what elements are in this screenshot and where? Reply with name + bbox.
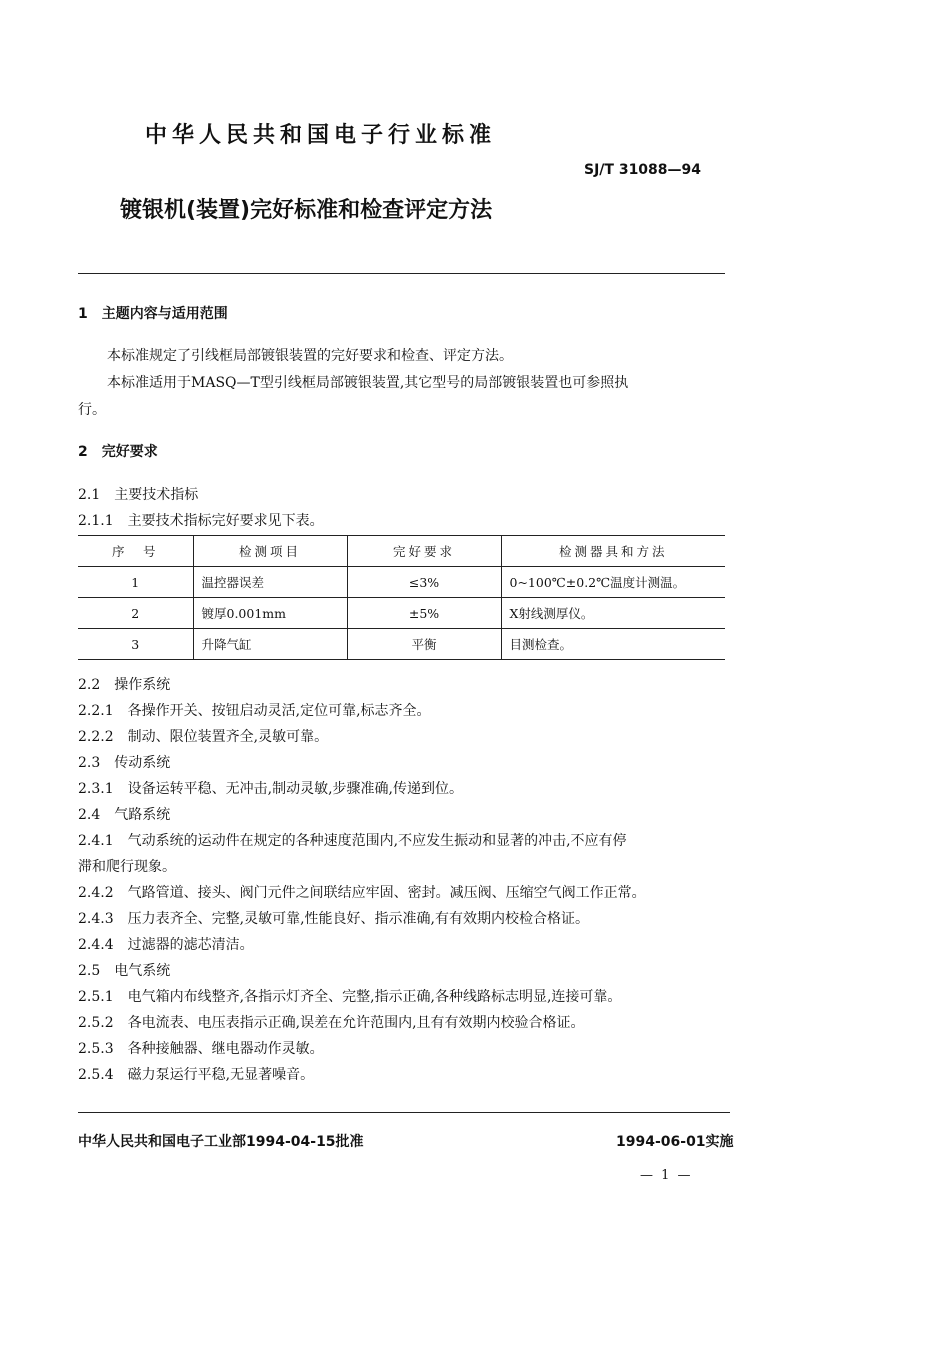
table-row	[78, 629, 725, 660]
clause-2-4-4	[78, 932, 738, 958]
clause-text: 主要技术指标完好要求见下表。	[127, 513, 324, 529]
clause-text: 电气箱内布线整齐,各指示灯齐全、完整,指示正确,各种线路标志明显,连接可靠。	[127, 989, 622, 1005]
clause-2-2-2	[78, 724, 738, 750]
clause-text: 磁力泵运行平稳,无显著噪音。	[127, 1067, 315, 1083]
table-cell: 0~100℃±0.2℃温度计测温。	[501, 567, 725, 598]
technical-spec-table	[78, 535, 725, 660]
section-1-paragraph-2: 本标准适用于MASQ—T型引线框局部镀银装置,其它型号的局部镀银装置也可参照执	[107, 375, 629, 391]
document-title: 镀银机(装置)完好标准和检查评定方法	[120, 198, 493, 223]
clause-2-4	[78, 802, 738, 828]
clause-2-1-1	[78, 510, 324, 530]
footer-divider	[78, 1112, 730, 1113]
clause-text: 各种接触器、继电器动作灵敏。	[127, 1041, 324, 1057]
table-header-row	[78, 536, 725, 567]
clause-text: 过滤器的滤芯清洁。	[127, 937, 254, 953]
clause-2-3	[78, 750, 738, 776]
clause-text: 主要技术指标	[114, 487, 199, 503]
table-cell: 镀厚0.001mm	[193, 598, 347, 629]
clause-2-3-1	[78, 776, 738, 802]
section-2-heading: 2 完好要求	[78, 444, 158, 460]
effective-date: 1994-06-01实施	[616, 1134, 734, 1150]
header-cell-item: 检测项目	[193, 536, 347, 567]
clause-number: 2.5.2	[78, 1015, 114, 1031]
clause-2-5-1	[78, 984, 738, 1010]
clause-2-4-1	[78, 828, 738, 854]
table-cell: ≤3%	[347, 567, 501, 598]
table-cell: X射线测厚仪。	[501, 598, 725, 629]
clause-number: 2.5	[78, 963, 101, 979]
clause-text: 各操作开关、按钮启动灵活,定位可靠,标志齐全。	[127, 703, 431, 719]
clause-text: 滞和爬行现象。	[78, 859, 176, 875]
section-1-paragraph-2-cont: 行。	[78, 402, 106, 418]
table-row	[78, 598, 725, 629]
clause-2-4-2	[78, 880, 738, 906]
standard-category-title: 中华人民共和国电子行业标准	[145, 123, 497, 148]
header-cell-requirement: 完好要求	[347, 536, 501, 567]
clause-2-5-2	[78, 1010, 738, 1036]
clause-text: 各电流表、电压表指示正确,误差在允许范围内,且有有效期内校验合格证。	[127, 1015, 585, 1031]
table-cell: 3	[78, 629, 193, 660]
header-cell-index: 序 号	[78, 536, 193, 567]
clause-number: 2.5.3	[78, 1041, 114, 1057]
table-cell: 温控器误差	[193, 567, 347, 598]
clause-text: 气动系统的运动件在规定的各种速度范围内,不应发生振动和显著的冲击,不应有停	[127, 833, 627, 849]
header-cell-method: 检测器具和方法	[501, 536, 725, 567]
clause-number: 2.2.1	[78, 703, 114, 719]
clause-number: 2.3.1	[78, 781, 114, 797]
page-number: — 1 —	[640, 1168, 693, 1183]
clause-2-5-3	[78, 1036, 738, 1062]
clause-2-5	[78, 958, 738, 984]
clause-number: 2.1	[78, 487, 101, 503]
table-cell: ±5%	[347, 598, 501, 629]
clause-number: 2.4	[78, 807, 101, 823]
section-1-paragraph-1: 本标准规定了引线框局部镀银装置的完好要求和检查、评定方法。	[107, 348, 513, 364]
clause-number: 2.5.1	[78, 989, 114, 1005]
clause-number: 2.2	[78, 677, 101, 693]
section-1-heading: 1 主题内容与适用范围	[78, 306, 228, 322]
clause-text: 制动、限位装置齐全,灵敏可靠。	[127, 729, 329, 745]
clause-number: 2.2.2	[78, 729, 114, 745]
table-row	[78, 567, 725, 598]
clause-2-1	[78, 484, 198, 504]
clause-text: 压力表齐全、完整,灵敏可靠,性能良好、指示准确,有有效期内校检合格证。	[127, 911, 589, 927]
clause-number: 2.4.4	[78, 937, 114, 953]
table-cell: 升降气缸	[193, 629, 347, 660]
clause-number: 2.4.3	[78, 911, 114, 927]
clause-text: 气路管道、接头、阀门元件之间联结应牢固、密封。减压阀、压缩空气阀工作正常。	[127, 885, 646, 901]
clause-2-4-3	[78, 906, 738, 932]
clause-text: 设备运转平稳、无冲击,制动灵敏,步骤准确,传递到位。	[127, 781, 463, 797]
approval-line: 中华人民共和国电子工业部1994-04-15批准	[78, 1134, 364, 1150]
clause-text: 电气系统	[114, 963, 171, 979]
clause-number: 2.4.1	[78, 833, 114, 849]
table-cell: 平衡	[347, 629, 501, 660]
clause-2-2	[78, 672, 738, 698]
clause-text: 操作系统	[114, 677, 171, 693]
clause-2-5-4	[78, 1062, 738, 1088]
table-cell: 2	[78, 598, 193, 629]
table-cell: 目测检查。	[501, 629, 725, 660]
standard-code: SJ/T 31088—94	[584, 162, 702, 178]
clause-text: 气路系统	[114, 807, 171, 823]
clause-number: 2.5.4	[78, 1067, 114, 1083]
clauses-block	[78, 672, 738, 1088]
table-cell: 1	[78, 567, 193, 598]
top-divider	[78, 273, 725, 274]
clause-number: 2.4.2	[78, 885, 114, 901]
clause-2-4-1-cont	[78, 854, 738, 880]
clause-2-2-1	[78, 698, 738, 724]
clause-number: 2.3	[78, 755, 101, 771]
clause-text: 传动系统	[114, 755, 171, 771]
clause-number: 2.1.1	[78, 513, 114, 529]
